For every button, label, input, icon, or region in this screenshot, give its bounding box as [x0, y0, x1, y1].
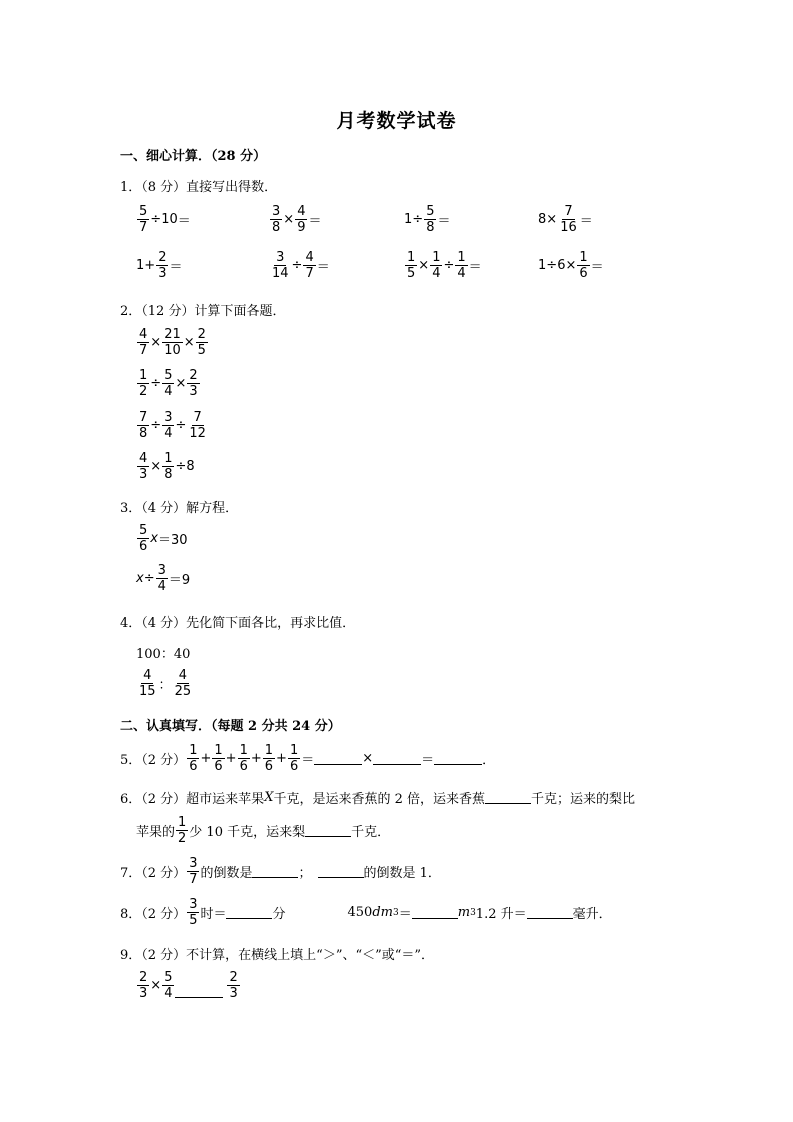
q2-expr-3: $\frac{7}{8}$ ÷ $\frac{3}{4}$ ÷ $\frac{7}{12}$: [139, 410, 206, 441]
q4-ratio-2: $\frac{4}{15}$ ： $\frac{4}{25}$: [139, 668, 192, 699]
fraction: $\frac{1}{5}$: [407, 250, 416, 281]
q1-item-2: $\frac{3}{8}$ × $\frac{4}{9}$ ＝: [272, 204, 322, 235]
q2-expr-4: $\frac{4}{3}$ × $\frac{1}{8}$ ÷ 8: [139, 451, 195, 482]
fraction: $\frac{1}{4}$: [432, 250, 441, 281]
question-6-line-2: 苹果的 $\frac{1}{2}$ 少 10 千克，运来梨 千克．: [136, 815, 391, 846]
answer-blank[interactable]: [305, 824, 351, 837]
q1-item-6: $\frac{3}{14}$ ÷ $\frac{4}{7}$ ＝: [272, 250, 330, 281]
fraction: $\frac{2}{3}$: [158, 250, 167, 281]
answer-blank[interactable]: [412, 906, 458, 919]
fraction: $\frac{3}{4}$: [164, 410, 173, 441]
question-2-heading: 2．（12 分）计算下面各题．: [120, 304, 286, 319]
fraction: $\frac{2}{5}$: [197, 327, 206, 358]
fraction: $\frac{2}{3}$: [139, 970, 148, 1001]
question-7: 7．（2 分） $\frac{3}{7}$ 的倒数是 ； 的倒数是 1．: [120, 856, 441, 887]
fraction: $\frac{5}{6}$: [139, 523, 148, 554]
fraction: $\frac{4}{15}$: [139, 668, 156, 699]
fraction: $\frac{1}{6}$: [289, 743, 299, 774]
fraction: $\frac{4}{3}$: [139, 451, 148, 482]
q1-item-7: $\frac{1}{5}$ × $\frac{1}{4}$ ÷ $\frac{1}{4}$ ＝: [407, 250, 482, 281]
q9-comparison: $\frac{2}{3}$ × $\frac{5}{4}$ $\frac{2}{3}$: [139, 970, 238, 1001]
question-8: 8．（2 分） $\frac{3}{5}$ 时＝ 分 450 dm 3 ＝ m 3 1.2 升＝ 毫升．: [120, 897, 612, 928]
fraction: $\frac{5}{8}$: [426, 204, 435, 235]
answer-blank[interactable]: [485, 791, 531, 804]
fraction: $\frac{1}{2}$: [139, 368, 148, 399]
section-1-heading: 一、细心计算．（28 分）: [120, 149, 267, 164]
q3-equation-2: x ÷ $\frac{3}{4}$ ＝9: [136, 563, 191, 594]
question-4-heading: 4．（4 分）先化简下面各比，再求比值．: [120, 616, 356, 631]
fraction: $\frac{1}{6}$: [214, 743, 223, 774]
answer-blank[interactable]: [318, 865, 364, 878]
answer-blank[interactable]: [373, 752, 421, 765]
answer-blank[interactable]: [175, 985, 223, 998]
answer-blank[interactable]: [434, 752, 482, 765]
q1-item-1: $\frac{5}{7}$ ÷ 10 ＝: [139, 204, 191, 235]
fraction: $\frac{4}{7}$: [305, 250, 314, 281]
fraction: $\frac{5}{4}$: [164, 368, 173, 399]
fraction: $\frac{1}{8}$: [164, 451, 173, 482]
fraction: $\frac{7}{8}$: [139, 410, 148, 441]
question-9-heading: 9．（2 分）不计算，在横线上填上“＞”、“＜”或“＝”．: [120, 948, 435, 963]
fraction: $\frac{3}{4}$: [157, 563, 166, 594]
page-title: 月考数学试卷: [336, 110, 457, 132]
fraction: $\frac{4}{7}$: [139, 327, 148, 358]
fraction: $\frac{3}{5}$: [189, 897, 198, 928]
fraction: $\frac{4}{9}$: [297, 204, 306, 235]
section-2-heading: 二、认真填写．（每题 2 分共 24 分）: [120, 719, 341, 734]
fraction: $\frac{7}{16}$: [560, 204, 577, 235]
q1-item-8: 1 ÷ 6 × $\frac{1}{6}$ ＝: [538, 250, 604, 281]
q1-item-4: 8 × $\frac{7}{16}$ ＝: [538, 204, 593, 235]
fraction: $\frac{3}{8}$: [272, 204, 281, 235]
fraction: $\frac{7}{12}$: [189, 410, 206, 441]
question-5: 5．（2 分） $\frac{1}{6}$ + $\frac{1}{6}$ + $\frac{1}{6}$ + $\frac{1}{6}$ + $\frac{1}{6}$ ＝ × ＝ ．: [120, 743, 496, 774]
fraction: $\frac{1}{6}$: [264, 743, 274, 774]
fraction: $\frac{4}{25}$: [174, 668, 192, 699]
fraction: $\frac{1}{6}$: [189, 743, 198, 774]
fraction: $\frac{2}{3}$: [229, 970, 238, 1001]
q1-item-3: 1 ÷ $\frac{5}{8}$ ＝: [404, 204, 451, 235]
fraction: $\frac{1}{4}$: [457, 250, 466, 281]
q2-expr-2: $\frac{1}{2}$ ÷ $\frac{5}{4}$ × $\frac{2}{3}$: [139, 368, 198, 399]
fraction: $\frac{3}{7}$: [189, 856, 198, 887]
question-1-heading: 1．（8 分）直接写出得数．: [120, 180, 278, 195]
answer-blank[interactable]: [226, 906, 272, 919]
q1-item-5: 1 + $\frac{2}{3}$ ＝: [136, 250, 183, 281]
question-6-line-1: 6．（2 分）超市运来苹果 X 千克，是运来香蕉的 2 倍，运来香蕉 千克；运来的梨比: [120, 790, 636, 807]
q4-ratio-1: 100：40: [136, 647, 191, 662]
answer-blank[interactable]: [252, 865, 298, 878]
answer-blank[interactable]: [527, 906, 573, 919]
fraction: $\frac{5}{7}$: [139, 204, 148, 235]
fraction: $\frac{1}{6}$: [239, 743, 248, 774]
fraction: $\frac{1}{2}$: [178, 815, 187, 846]
q2-expr-1: $\frac{4}{7}$ × $\frac{21}{10}$ × $\frac{2}{5}$: [139, 327, 206, 358]
q3-equation-1: $\frac{5}{6}$ x ＝30: [139, 523, 188, 554]
fraction: $\frac{2}{3}$: [189, 368, 198, 399]
fraction: $\frac{5}{4}$: [164, 970, 173, 1001]
answer-blank[interactable]: [314, 752, 362, 765]
question-3-heading: 3．（4 分）解方程．: [120, 501, 239, 516]
fraction: $\frac{3}{14}$: [272, 250, 289, 281]
fraction: $\frac{1}{6}$: [579, 250, 588, 281]
fraction: $\frac{21}{10}$: [164, 327, 181, 358]
